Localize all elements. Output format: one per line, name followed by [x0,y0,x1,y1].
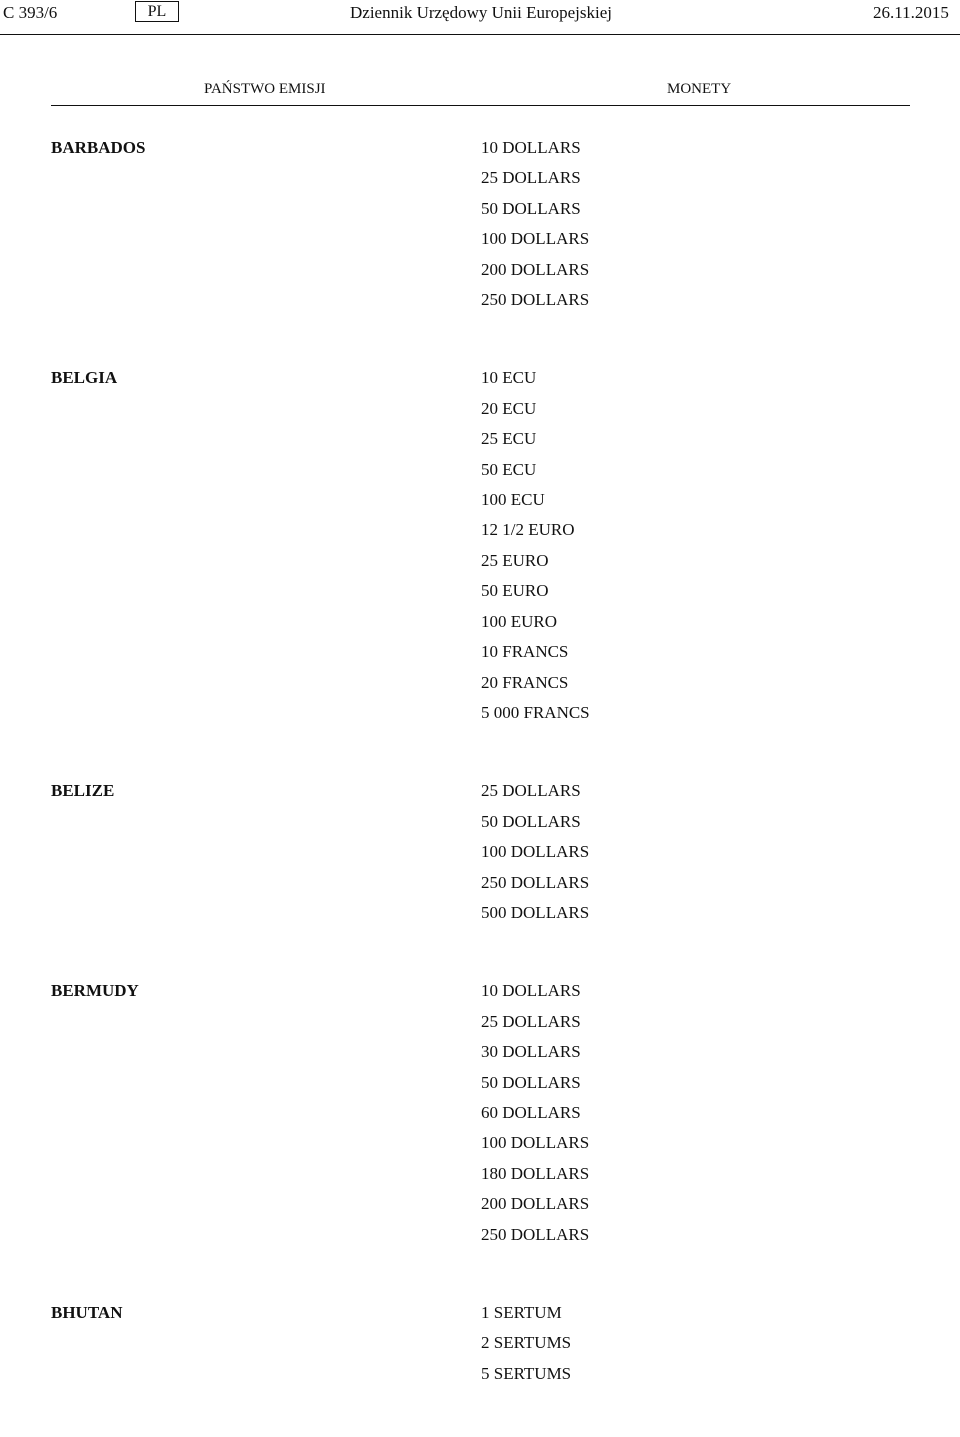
country-name: BERMUDY [51,981,139,1001]
coin-list [481,1298,910,1389]
coin-denomination: 100 EURO [481,611,558,631]
coin-denomination: 50 DOLLARS [481,1072,581,1092]
coin-denomination: 50 ECU [481,459,537,479]
coin-denomination: 200 DOLLARS [481,259,590,279]
column-header-coins: MONETY [667,81,732,97]
coin-denomination: 25 EURO [481,550,549,570]
coin-denomination: 5 000 FRANCS [481,702,590,722]
coin-denomination: 10 ECU [481,368,537,388]
journal-title: Dziennik Urzędowy Unii Europejskiej [350,3,613,22]
coin-list [481,776,910,928]
coin-denomination: 100 DOLLARS [481,229,590,249]
coin-table [51,133,910,1437]
table-row [51,976,910,1250]
coin-denomination: 100 ECU [481,490,545,510]
coin-denomination: 50 DOLLARS [481,198,581,218]
coin-denomination: 50 DOLLARS [481,811,581,831]
country-name: BARBADOS [51,138,146,157]
column-header-country: PAŃSTWO EMISJI [204,81,326,97]
coin-denomination: 25 ECU [481,429,537,449]
coin-denomination: 10 DOLLARS [481,138,581,157]
coin-denomination: 25 DOLLARS [481,168,581,188]
country-name: BELGIA [51,368,118,388]
coin-denomination: 20 ECU [481,398,537,418]
country-name: BELIZE [51,781,115,801]
coin-denomination: 30 DOLLARS [481,1042,581,1062]
coin-list [481,363,910,728]
coin-denomination: 100 DOLLARS [481,842,590,862]
table-row [51,776,910,928]
coin-denomination: 100 DOLLARS [481,1133,590,1153]
table-row [51,363,910,728]
coin-denomination: 250 DOLLARS [481,290,590,310]
page-header [0,0,960,35]
coin-denomination: 10 DOLLARS [481,981,581,1001]
table-column-headers [51,78,910,106]
coin-denomination: 25 DOLLARS [481,781,581,801]
coin-denomination: 20 FRANCS [481,672,569,692]
country-name: BHUTAN [51,1303,123,1322]
coin-denomination: 5 SERTUMS [481,1363,572,1383]
language-badge: PL [135,1,179,22]
publication-date: 26.11.2015 [873,3,949,22]
coin-denomination: 180 DOLLARS [481,1163,590,1183]
table-row [51,1298,910,1389]
coin-denomination: 25 DOLLARS [481,1011,581,1031]
coin-denomination: 2 SERTUMS [481,1333,572,1353]
coin-list [481,976,910,1250]
coin-denomination: 1 SERTUM [481,1303,562,1322]
coin-denomination: 250 DOLLARS [481,1224,590,1244]
table-row [51,133,910,315]
coin-denomination: 60 DOLLARS [481,1102,581,1122]
coin-denomination: 500 DOLLARS [481,902,590,922]
coin-denomination: 12 1/2 EURO [481,520,575,540]
coin-denomination: 10 FRANCS [481,642,569,662]
coin-list [481,133,910,315]
coin-denomination: 200 DOLLARS [481,1194,590,1214]
coin-denomination: 250 DOLLARS [481,872,590,892]
coin-denomination: 50 EURO [481,581,549,601]
journal-reference: C 393/6 [3,3,58,22]
